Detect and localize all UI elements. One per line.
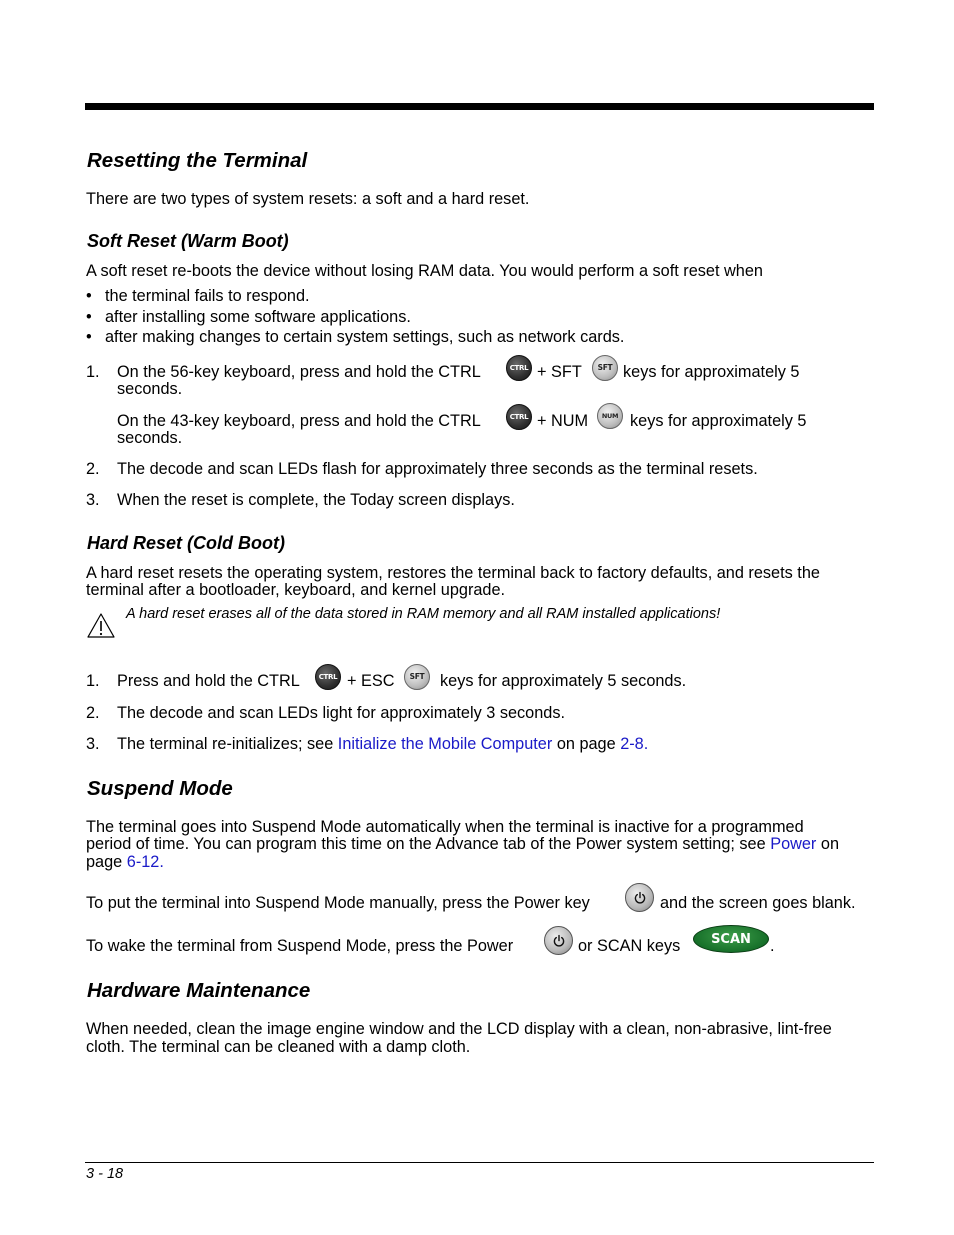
power-icon [544,926,573,955]
hard-step-number-2: 2. [86,704,100,722]
hard-step-number-1: 1. [86,672,100,690]
suspend-para-3-text-b: or SCAN keys [578,937,681,955]
soft-reset-paragraph: A soft reset re-boots the device without losing RAM data. You would perform a soft reset when [86,262,763,280]
hard-step-1-text-a: Press and hold the CTRL [117,672,300,690]
hard-reset-paragraph-2: terminal after a bootloader, keyboard, and kernel upgrade. [86,581,506,599]
hard-step-3-text-a: The terminal re-initializes; see [117,735,334,753]
maintenance-para-line-2: cloth. The terminal can be cleaned with a damp cloth. [86,1038,471,1056]
soft-step-1-text-b: + SFT [537,363,582,381]
suspend-para-3-period: . [770,937,775,955]
scan-key-icon: SCAN [693,925,769,953]
soft-step-1-text-d: seconds. [117,380,183,398]
soft-step-3-text: When the reset is complete, the Today screen displays. [117,491,515,509]
soft-bullet-text-3: after making changes to certain system settings, such as network cards. [105,328,625,346]
soft-step-2-text: The decode and scan LEDs flash for approximately three seconds as the terminal resets. [117,460,758,478]
page-2-8-link[interactable] [620,735,648,753]
hard-step-3-text-b: on page [556,735,616,753]
footer-rule [85,1162,874,1163]
soft-step-number-3: 3. [86,491,100,509]
caution-note: A hard reset erases all of the data stored in RAM memory and all RAM installed applications! [126,606,721,622]
suspend-para-1-period: . [159,853,164,871]
soft-bullet-1: • [86,287,92,305]
page-6-12-link[interactable] [127,853,164,871]
page-number: 3 - 18 [86,1166,124,1182]
hard-step-1-text-b: + ESC [347,672,395,690]
ctrl-key-icon: CTRL [506,404,532,430]
ctrl-key-icon: CTRL [315,664,341,690]
soft-step-1-text-c: keys for approximately 5 [623,363,800,381]
soft-bullet-2: • [86,308,92,326]
suspend-para-1-line-1: The terminal goes into Suspend Mode automatically when the terminal is inactive for a programmed [86,818,804,836]
intro-text: There are two types of system resets: a soft and a hard reset. [86,190,530,208]
caution-triangle-icon [86,612,116,639]
soft-bullet-text-1: the terminal fails to respond. [105,287,310,305]
suspend-para-2-text-a: To put the terminal into Suspend Mode manually, press the Power key [86,894,590,912]
suspend-para-3-text-a: To wake the terminal from Suspend Mode, press the Power [86,937,514,955]
soft-step-number-2: 2. [86,460,100,478]
soft-step-1-text-h: seconds. [117,429,183,447]
initialize-mobile-computer-link[interactable]: Initialize the Mobile Computer [337,735,553,753]
power-link[interactable]: Power [770,835,817,853]
hardware-maintenance-heading: Hardware Maintenance [87,979,311,1002]
soft-step-1-text-f: + NUM [537,412,589,430]
power-symbol-icon [552,934,566,948]
suspend-para-1-text-c: on [820,835,840,853]
esc-key-icon: SFT [404,664,430,690]
soft-step-1-text-a: On the 56-key keyboard, press and hold the CTRL [117,363,481,381]
ctrl-key-icon: CTRL [506,355,532,381]
soft-reset-heading: Soft Reset (Warm Boot) [87,231,289,251]
page-6-12-text: 6-12 [126,853,160,871]
suspend-para-1-line-2 [86,836,839,853]
page-2-8-text: 2-8 [620,735,644,753]
suspend-para-1-line-3 [86,854,164,871]
suspend-mode-heading: Suspend Mode [87,777,233,800]
soft-step-number-1: 1. [86,363,100,381]
hard-reset-heading: Hard Reset (Cold Boot) [87,533,285,553]
sft-key-icon: SFT [592,355,618,381]
soft-bullet-3: • [86,328,92,346]
hard-reset-paragraph-1: A hard reset resets the operating system, restores the terminal back to factory defaults, and resets the [86,564,820,582]
num-key-icon: NUM [597,403,623,429]
soft-step-1-text-e: On the 43-key keyboard, press and hold the CTRL [117,412,481,430]
maintenance-para-line-1: When needed, clean the image engine window and the LCD display with a clean, non-abrasive, lint-free [86,1020,832,1038]
header-rule [85,103,874,110]
power-icon [625,883,654,912]
hard-step-2-text: The decode and scan LEDs light for approximately 3 seconds. [117,704,565,722]
hard-step-3-line [117,736,648,753]
soft-bullet-text-2: after installing some software applications. [105,308,411,326]
suspend-para-1-text-b: period of time. You can program this time on the Advance tab of the Power system setting; see [86,835,766,853]
hard-step-3-period: . [643,735,649,753]
soft-step-1-text-g: keys for approximately 5 [630,412,807,430]
suspend-para-1-text-d: page [86,853,123,871]
section-title-resetting: Resetting the Terminal [87,149,308,172]
hard-step-1-text-c: keys for approximately 5 seconds. [440,672,687,690]
power-symbol-icon [633,891,647,905]
hard-step-number-3: 3. [86,735,100,753]
suspend-para-2-text-b: and the screen goes blank. [660,894,856,912]
